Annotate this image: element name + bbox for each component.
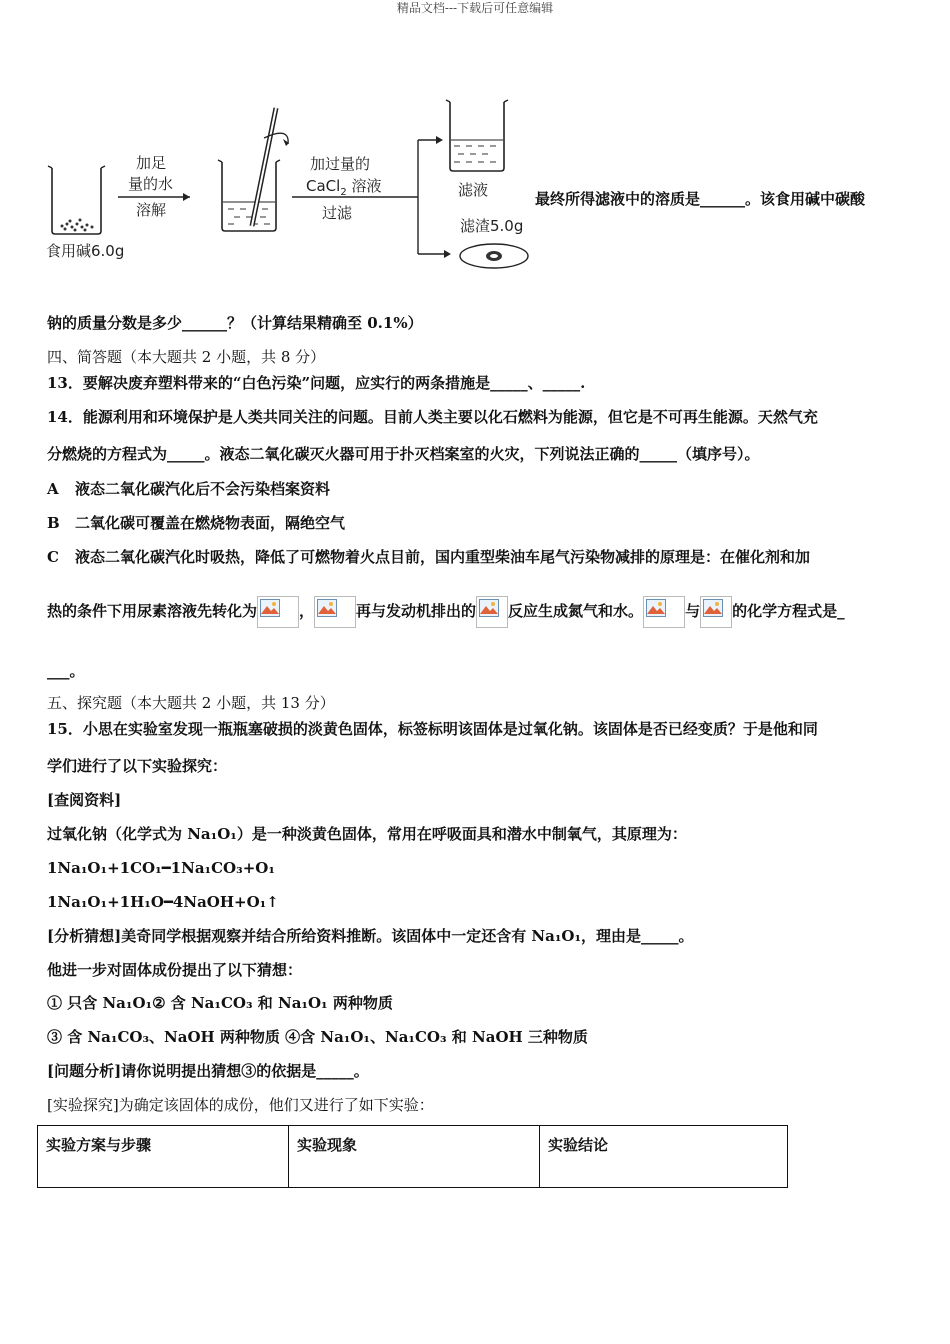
heat-line-text-1: 热的条件下用尿素溶液先转化为: [47, 602, 258, 620]
q12-tail: 最终所得滤液中的溶质是______。该食用碱中碳酸: [535, 190, 866, 208]
label-add-water-2: 量的水: [128, 175, 174, 193]
section-5-title: 五、探究题（本大题共 2 小题，共 13 分）: [47, 694, 335, 712]
guess-3-4: ③ 含 Na₁CO₃、NaOH 两种物质 ④含 Na₁O₁、Na₁CO₃ 和 NaOH 三种物质: [47, 1028, 588, 1046]
broken-image-icon: [700, 596, 732, 628]
guess-intro: 他进一步对固体成份提出了以下猜想：: [47, 961, 303, 979]
label-cacl2: CaCl$_2$ 溶液: [306, 177, 382, 198]
question-14-line2: 分燃烧的方程式为_____。液态二氧化碳灭火器可用于扑灭档案室的火灾，下列说法正确的_____（填序号）。: [47, 445, 760, 463]
heat-line: [47, 596, 845, 636]
label-soda: 食用碱6.0g: [46, 242, 125, 260]
broken-image-icon: [257, 596, 299, 628]
page-header: 精品文档---下载后可任意编辑: [396, 1, 554, 15]
beaker-soda: [48, 166, 105, 234]
option-a-letter: A: [47, 480, 59, 498]
option-b: 二氧化碳可覆盖在燃烧物表面，隔绝空气: [75, 514, 346, 532]
beaker-solution: [218, 108, 289, 231]
equation-1: 1Na₁O₁+1CO₁━1Na₁CO₃+O₁: [47, 859, 275, 877]
label-add-water-1: 加足: [136, 154, 167, 172]
label-residue: 滤渣5.0g: [460, 217, 524, 235]
guess-1-2: ① 只含 Na₁O₁② 含 Na₁CO₃ 和 Na₁O₁ 两种物质: [47, 994, 393, 1012]
option-b-letter: B: [47, 514, 60, 532]
label-add-cacl2: 加过量的: [310, 155, 371, 173]
heat-line-text-5: 与: [685, 602, 701, 620]
broken-image-icon: [476, 596, 508, 628]
option-a: 液态二氧化碳汽化后不会污染档案资料: [75, 480, 331, 498]
label-filter: 过滤: [322, 204, 353, 222]
section-4-title: 四、简答题（本大题共 2 小题，共 8 分）: [47, 348, 326, 366]
question-13: 13．要解决废弃塑料带来的“白色污染”问题，应实行的两条措施是_____、_____.: [47, 374, 586, 392]
broken-image-icon: [643, 596, 685, 628]
table-header-phenomenon: 实验现象: [289, 1126, 540, 1188]
question-15-line1: 15．小思在实验室发现一瓶瓶塞破损的淡黄色固体，标签标明该固体是过氧化钠。该固体是否已经变质？于是他和同: [47, 720, 818, 738]
analysis-guess: [分析猜想]美奇同学根据观察并结合所给资料推断。该固体中一定还含有 Na₁O₁，理由是_____。: [47, 927, 694, 945]
table-header-conclusion: 实验结论: [540, 1126, 788, 1188]
table-header-row: [38, 1126, 788, 1188]
table-header-steps: 实验方案与步骤: [38, 1126, 289, 1188]
experiment-intro: [实验探究]为确定该固体的成份，他们又进行了如下实验：: [47, 1096, 434, 1114]
equation-2: 1Na₁O₁+1H₁O━4NaOH+O₁↑: [47, 893, 279, 911]
question-15-line2: 学们进行了以下实验探究：: [47, 757, 228, 775]
beaker-filtrate: [446, 100, 508, 171]
question-14-line1: 14．能源利用和环境保护是人类共同关注的问题。目前人类主要以化石燃料为能源，但它是不可再生能源。天然气充: [47, 408, 818, 426]
heat-line-end: ___。: [47, 662, 85, 680]
option-c-letter: C: [47, 548, 59, 566]
problem-analysis: [问题分析]请你说明提出猜想③的依据是_____。: [47, 1062, 369, 1080]
q12-line2: 钠的质量分数是多少______？（计算结果精确至 0.1%）: [47, 314, 423, 332]
heat-line-text-3: 再与发动机排出的: [356, 602, 477, 620]
label-filtrate: 滤液: [458, 181, 489, 199]
label-dissolve: 溶解: [136, 201, 167, 219]
experiment-table: [37, 1125, 788, 1188]
heat-line-text-2: ，: [299, 602, 315, 620]
filter-paper-residue: [460, 244, 528, 268]
option-c: 液态二氧化碳汽化时吸热，降低了可燃物着火点目前，国内重型柴油车尾气污染物减排的原理是：在催化剂和加: [75, 548, 811, 566]
reference-title: [查阅资料]: [47, 791, 122, 809]
reference-text: 过氧化钠（化学式为 Na₁O₁）是一种淡黄色固体，常用在呼吸面具和潜水中制氧气，其原理为：: [47, 825, 687, 843]
heat-line-text-6: 的化学方程式是_: [732, 602, 845, 620]
broken-image-icon: [314, 596, 356, 628]
experiment-flow-diagram: [40, 96, 540, 276]
heat-line-text-4: 反应生成氮气和水。: [508, 602, 644, 620]
